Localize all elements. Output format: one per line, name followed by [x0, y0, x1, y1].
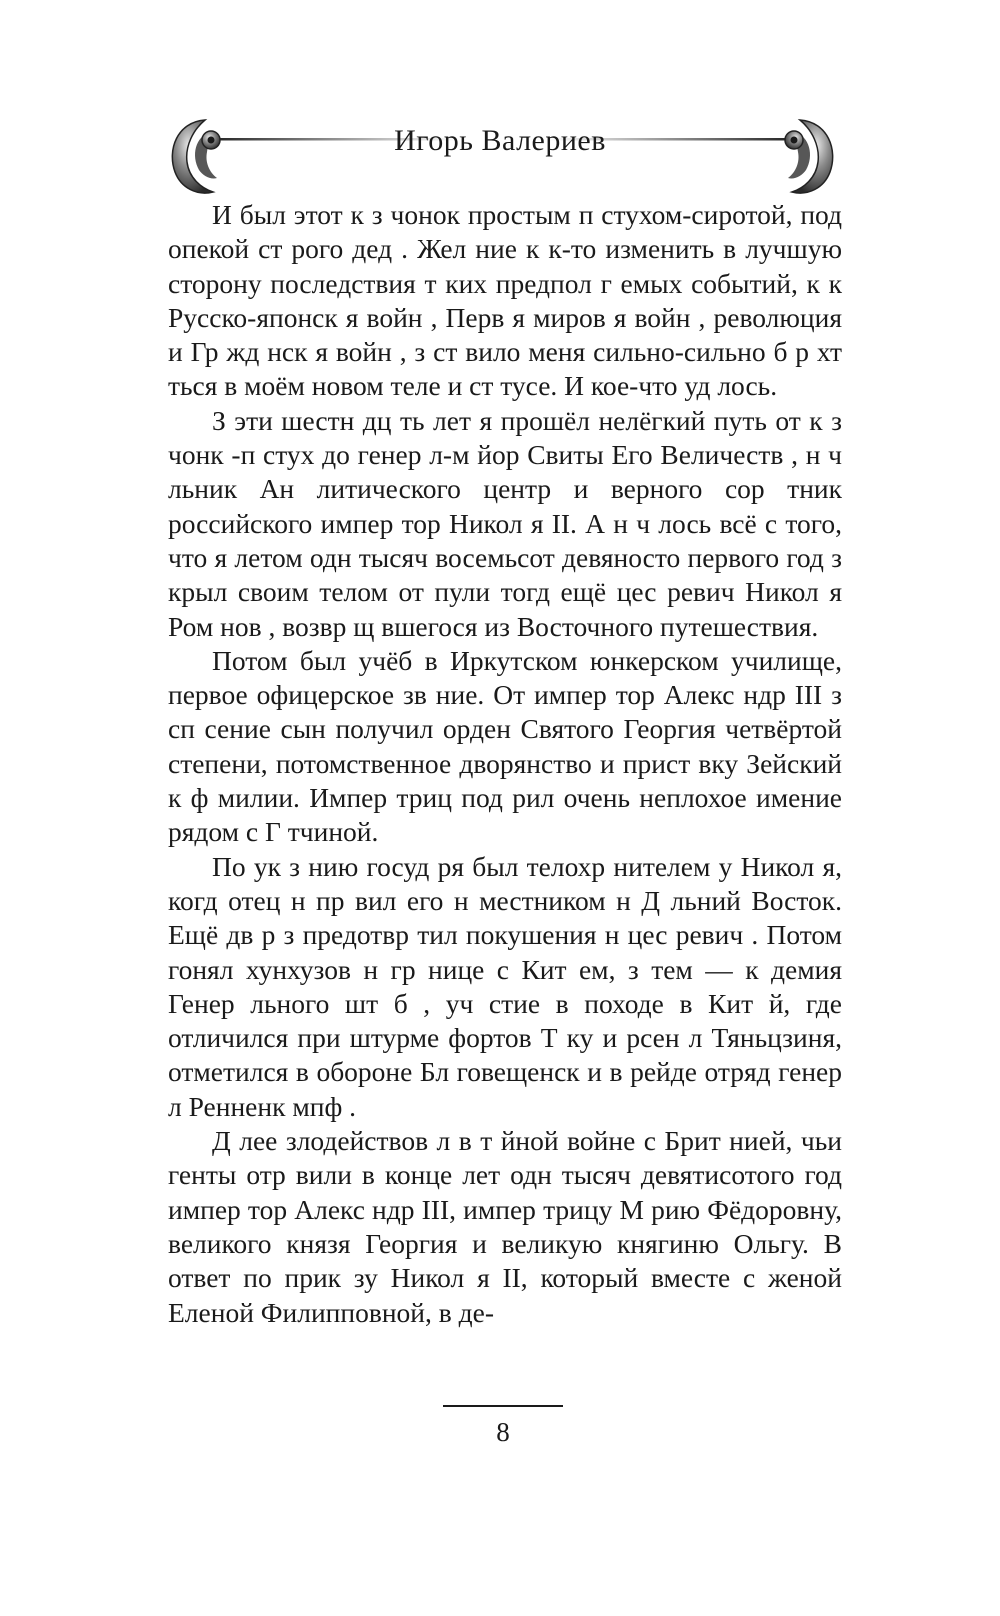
page-number: 8 [496, 1417, 510, 1447]
paragraph: По ук з нию госуд ря был телохр нителем у Никол я, когд отец н пр вил его н местником н Д льний Восток. Ещё дв р з предотвр тил покушения н цес ревич . Потом гонял хунхузов н гр нице с Кит ем, з тем — к демия Генер льного шт б , уч стие в походе в Кит й, где отличился при штурме фортов Т ку и рсен л Тяньцзиня, отметился в обороне Бл говещенск и в рейде отряд генер л Ренненк мпф . [168, 850, 842, 1122]
body-text [168, 198, 842, 1330]
paragraph: И был этот к з чонок простым п стухом-сиротой, под опекой ст рого дед . Жел ние к к-то изменить в лучшую сторону последствия т ких предпол г емых событий, к к Русско-японск я войн , Перв я миров я войн , революция и Гр жд нск я войн , з ст вило меня сильно-сильно б р хт ться в моём новом теле и ст тусе. И кое-что уд лось. [168, 199, 842, 402]
paragraph: Потом был учёб в Иркутском юнкерском училище, первое офицерское зв ние. От импер тор Алекс ндр III з сп сение сын получил орден Святого Георгия четвёртой степени, потомственное дворянство и прист вку Зейский к ф милии. Импер триц под рил очень неплохое имение рядом с Г тчиной. [168, 644, 842, 848]
running-title: Игорь Валериев [394, 124, 606, 157]
paragraph: З эти шестн дц ть лет я прошёл нелёгкий путь от к з чонк -п стух до генер л-м йор Свиты Его Величеств , н ч льник Ан литического центр и верного сор тник российского импер тор Никол я II. А н ч лось всё с того, что я летом одн тысяч восемьсот девяносто первого год з крыл своим телом от пули тогд ещё цес ревич Никол я Ром нов , возвр щ вшегося из Восточного путешествия. [168, 404, 842, 642]
footer-divider [443, 1405, 563, 1407]
paragraph: Д лее злодействов л в т йной войне с Брит нией, чьи генты отр вили в конце лет одн тысяч девятисотого год импер тор Алекс ндр III, импер трицу М рию Фёдоровну, великого князя Георгия и великую княгиню Ольгу. В ответ по прик зу Никол я II, который вместе с женой Еленой Филипповной, в де- [168, 1125, 842, 1328]
